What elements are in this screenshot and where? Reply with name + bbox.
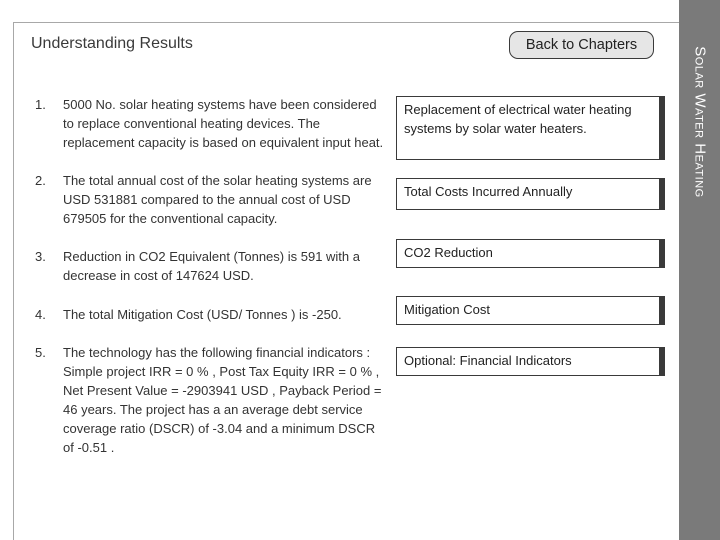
back-to-chapters-button[interactable]: Back to Chapters [509,31,654,59]
item-text: The total Mitigation Cost (USD/ Tonnes ) is -250. [63,307,342,322]
result-item-4 [35,305,385,324]
page-title: Understanding Results [31,35,193,52]
result-item-3 [35,247,385,285]
section-title-vertical: Solar Water Heating [691,46,709,198]
result-item-2 [35,171,385,228]
item-number: 3. [35,249,46,264]
mitigation-cost-button[interactable]: Mitigation Cost [396,296,665,325]
co2-reduction-button[interactable]: CO2 Reduction [396,239,665,268]
result-item-5 [35,343,385,457]
item-number: 4. [35,307,46,322]
item-number: 1. [35,97,46,112]
item-number: 2. [35,173,46,188]
item-text: The total annual cost of the solar heating systems are USD 531881 compared to the annual cost of USD 679505 for the conventional capacity. [63,173,372,226]
result-item-1 [35,95,385,152]
financial-indicators-button[interactable]: Optional: Financial Indicators [396,347,665,376]
item-text: 5000 No. solar heating systems have been considered to replace conventional heating devices. The replacement capacity is based on equivalent input heat. [63,97,384,150]
replacement-button[interactable]: Replacement of electrical water heating systems by solar water heaters. [396,96,665,160]
left-divider [13,22,14,540]
item-text: The technology has the following financial indicators : Simple project IRR = 0 % , Post Tax Equity IRR = 0 % , Net Present Value = -2903941 USD , Payback Period = 46 years. The project has a an average debt service coverage ratio (DSCR) of -3.04 and a minimum DSCR of -0.51 . [63,345,382,455]
item-text: Reduction in CO2 Equivalent (Tonnes) is 591 with a decrease in cost of 147624 USD. [63,249,360,283]
item-number: 5. [35,345,46,360]
total-costs-button[interactable]: Total Costs Incurred Annually [396,178,665,210]
